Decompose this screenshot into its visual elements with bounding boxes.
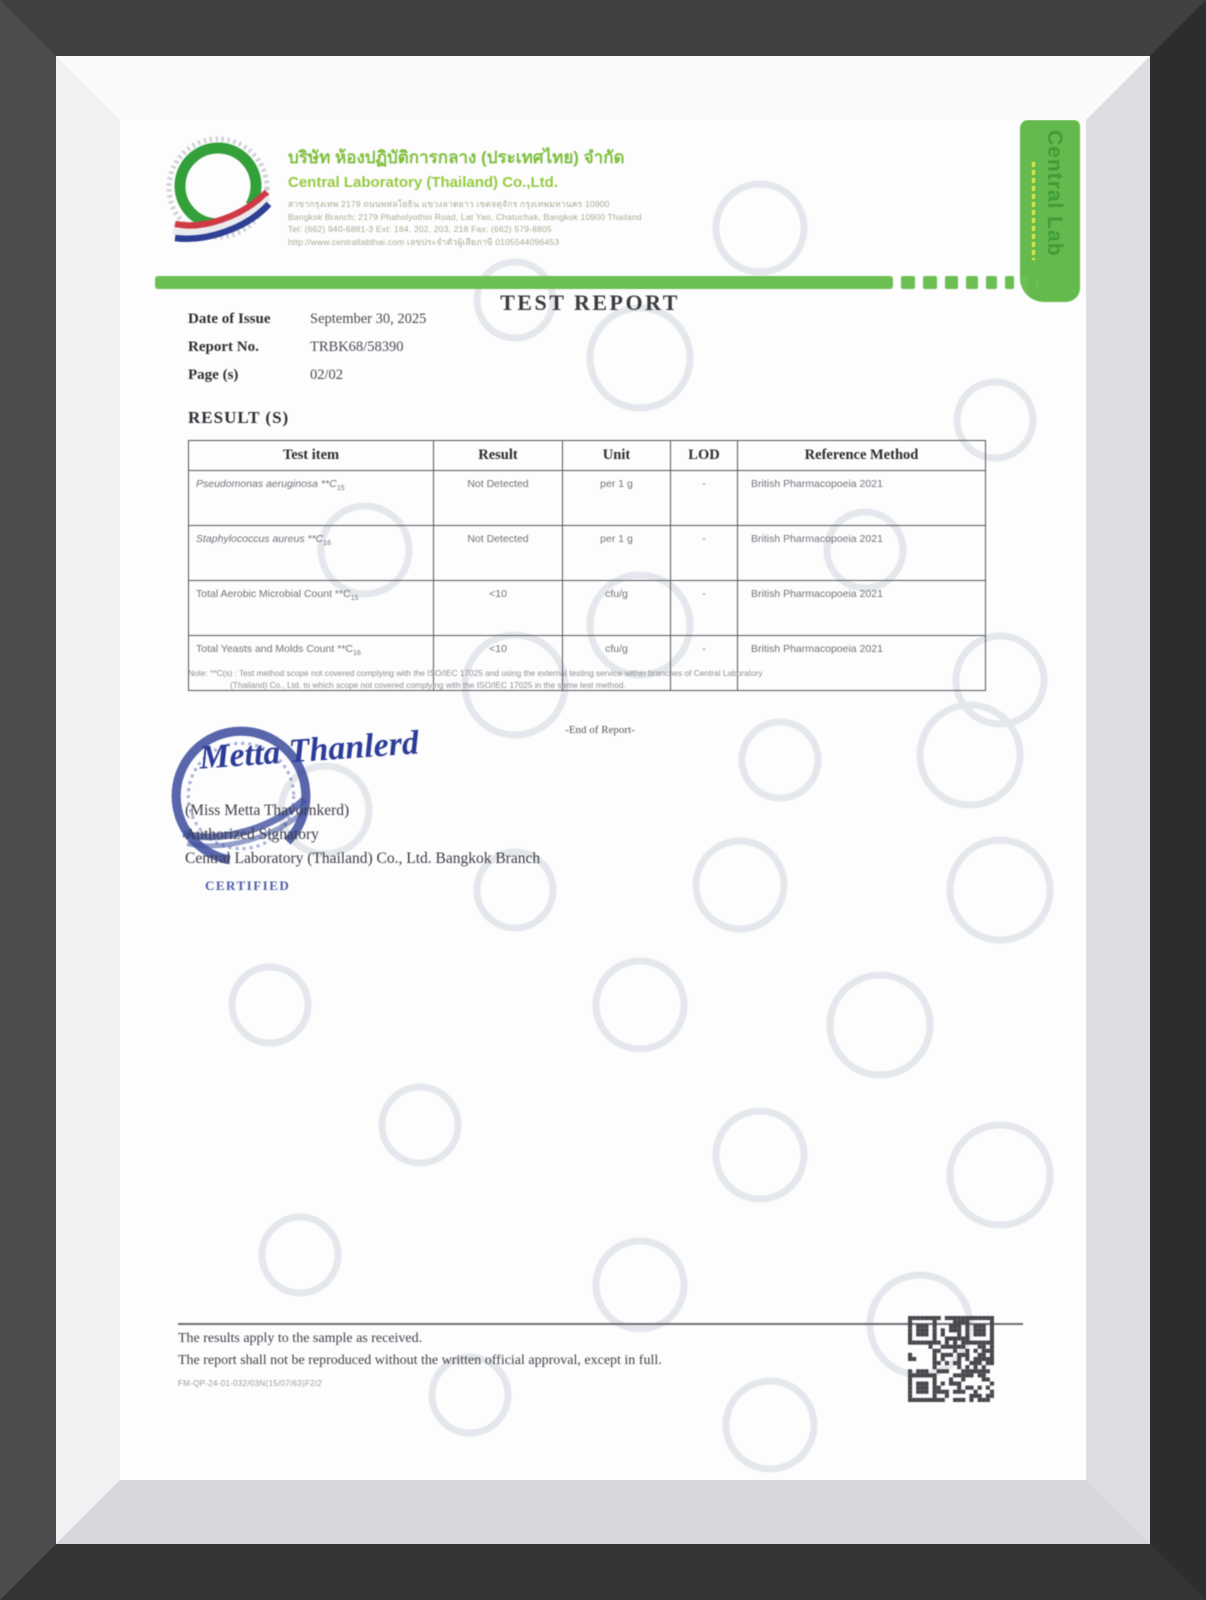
cell-result: Not Detected [434,526,563,581]
meta-value: TRBK68/58390 [310,339,404,355]
cell-unit: per 1 g [563,471,671,526]
address-line: สาขากรุงเทพ 2179 ถนนพหลโยธิน แขวงลาดยาว เขตจตุจักร กรุงเทพมหานคร 10900 [288,199,610,209]
report-page [120,120,1086,1480]
meta-label: Report No. [188,339,259,355]
table-note [188,667,998,691]
frame-mat [56,56,1150,1544]
meta-label: Date of Issue [188,311,271,327]
cell-method: British Pharmacopoeia 2021 [738,581,986,636]
certified-stamp-text: CERTIFIED [205,878,291,893]
report-title: TEST REPORT [500,290,680,315]
cell-result: Not Detected [434,471,563,526]
cell-lod: - [671,526,738,581]
report-content [120,120,1086,1480]
central-lab-side-tab [1020,120,1080,302]
col-header-reference-method: Reference Method [738,441,986,471]
end-of-report: -End of Report- [565,724,635,736]
col-header-test-item: Test item [189,441,434,471]
meta-row [188,366,426,394]
tab-label: Central Lab [1043,130,1066,257]
cell-test-item: Pseudomonas aeruginosa $**C_{15}$ [189,471,434,526]
cell-method: British Pharmacopoeia 2021 [738,636,986,691]
cell-lod: - [671,581,738,636]
col-header-result: Result [434,441,563,471]
cell-lod: - [671,471,738,526]
meta-label: Page (s) [188,367,239,383]
footer-line: The results apply to the sample as received. [178,1331,423,1346]
cell-result: <10 [434,581,563,636]
table-header-row [189,441,986,471]
report-meta [188,310,426,394]
table-row [189,471,986,526]
meta-value: September 30, 2025 [310,311,427,327]
central-lab-q-logo [165,132,271,250]
company-name-thai: บริษัท ห้องปฏิบัติการกลาง (ประเทศไทย) จำกัด [288,148,625,167]
cell-test-item: Total Yeasts and Molds Count $**C_{16}$ [189,636,434,691]
cell-unit: cfu/g [563,581,671,636]
cell-test-item: Total Aerobic Microbial Count $**C_{15}$ [189,581,434,636]
company-name-english: Central Laboratory (Thailand) Co.,Ltd. [288,174,559,191]
cell-result: <10 [434,636,563,691]
signer-name: (Miss Metta Thavornkerd) [185,802,350,819]
handwritten-signature: Metta Thanlerd [197,724,421,777]
tab-accent-strip [1032,162,1035,260]
divider-bar [155,276,1039,289]
address-line: Tel: (662) 940-6881-3 Ext: 164, 202, 203, 218 Fax: (662) 579-8805 [288,224,552,234]
cell-unit: cfu/g [563,636,671,691]
col-header-lod: LOD [671,441,738,471]
col-header-unit: Unit [563,441,671,471]
meta-row [188,310,426,338]
company-header [288,144,968,248]
document-code: FM-QP-24-01-032/03N(15/07/63)F2/2 [178,1379,323,1388]
divider-bar-solid [155,276,893,289]
address-line: http://www.centrallabthai.com เลขประจำตัวผู้เสียภาษี 0105544096453 [288,236,560,247]
signer-company: Central Laboratory (Thailand) Co., Ltd. Bangkok Branch [185,850,541,867]
meta-row [188,338,426,366]
table-row [189,526,986,581]
results-heading: RESULT (S) [188,408,290,427]
cell-method: British Pharmacopoeia 2021 [738,471,986,526]
footer-line: The report shall not be reproduced without the written official approval, except in full. [178,1353,662,1368]
cell-lod: - [671,636,738,691]
signature-block [165,718,825,918]
cell-method: British Pharmacopoeia 2021 [738,526,986,581]
note-line: Note: **C(s) : Test method scope not covered complying with the ISO/IEC 17025 and using the external testing service within branches of Central Laboratory [188,668,763,678]
results-table [188,440,986,691]
note-line: (Thailand) Co., Ltd. to which scope not covered complying with the ISO/IEC 17025 in the same test method. [230,680,626,690]
qr-code [908,1316,994,1402]
table-row [189,581,986,636]
footer-divider [178,1323,1023,1325]
cell-unit: per 1 g [563,526,671,581]
signer-role: Authorized Signatory [185,826,319,843]
address-line: Bangkok Branch: 2179 Phaholyothin Road, Lat Yao, Chatuchak, Bangkok 10900 Thailand [288,211,642,222]
cell-test-item: Staphylococcus aureus $**C_{16}$ [189,526,434,581]
meta-value: 02/02 [310,367,344,383]
